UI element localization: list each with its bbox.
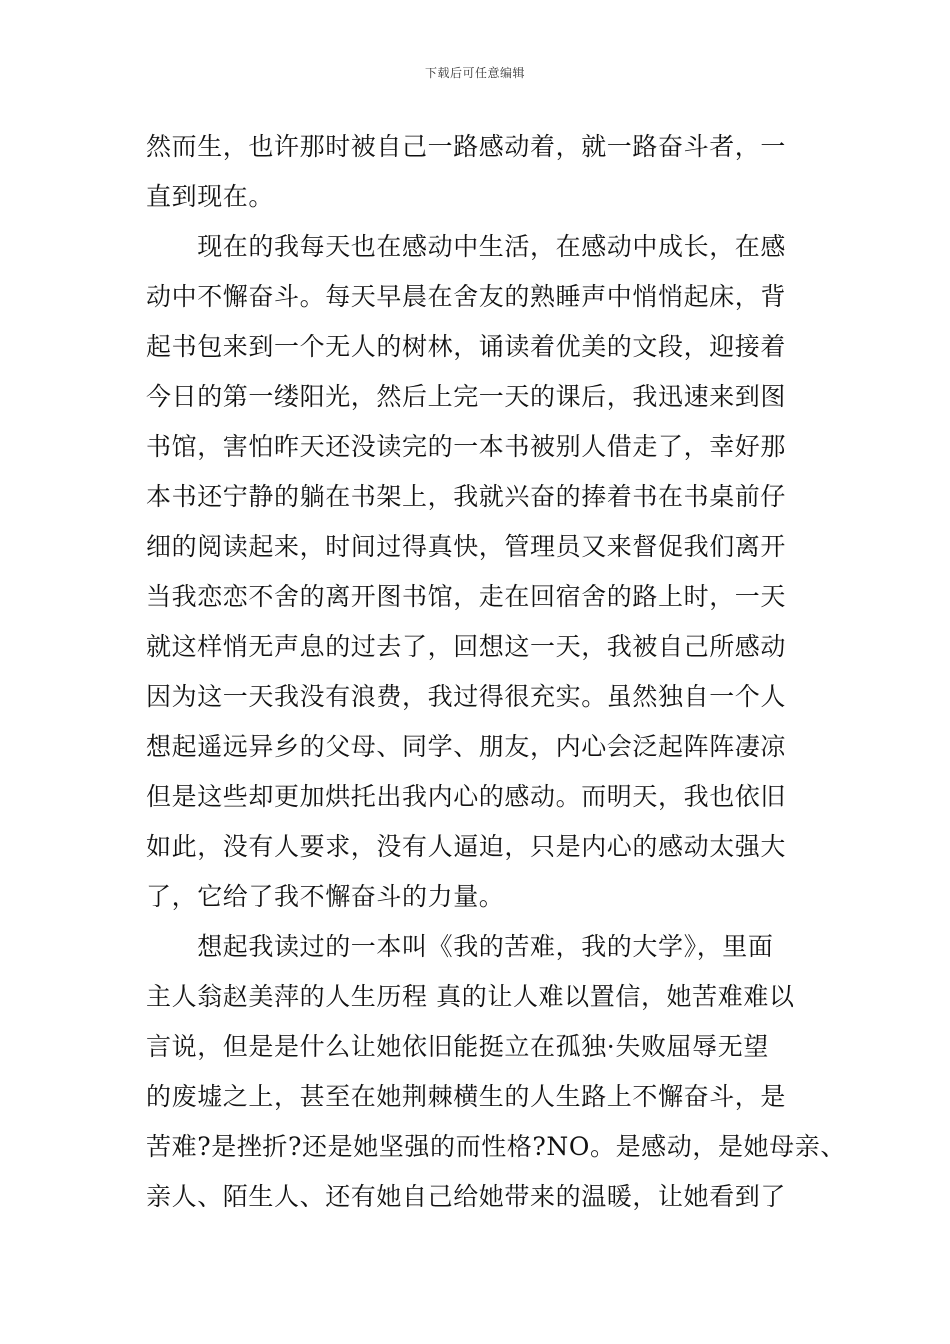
text-line: 当我恋恋不舍的离开图书馆，走在回宿舍的路上时，一天: [146, 582, 787, 611]
text-line: 主人翁赵美萍的人生历程 真的让人难以置信，她苦难难以: [146, 982, 795, 1011]
text-line: 直到现在。: [146, 182, 275, 211]
text-line: 今日的第一缕阳光，然后上完一天的课后，我迅速来到图: [146, 382, 787, 411]
text-line: 然而生，也许那时被自己一路感动着，就一路奋斗者，一: [146, 132, 787, 161]
text-line: 苦难?是挫折?还是她坚强的而性格?NO。是感动，是她母亲、: [146, 1132, 846, 1161]
text-line: 但是这些却更加烘托出我内心的感动。而明天，我也依旧: [146, 782, 787, 811]
page-header: 下载后可任意编辑: [424, 66, 525, 80]
text-line: 言说，但是是什么让她依旧能挺立在孤独·失败屈辱无望: [146, 1032, 769, 1061]
text-line: 起书包来到一个无人的树林，诵读着优美的文段，迎接着: [146, 332, 787, 361]
text-line: 本书还宁静的躺在书架上，我就兴奋的捧着书在书桌前仔: [146, 482, 787, 511]
document-body: [146, 122, 846, 1222]
text-line: 动中不懈奋斗。每天早晨在舍友的熟睡声中悄悄起床，背: [146, 282, 787, 311]
text-line: 就这样悄无声息的过去了，回想这一天，我被自己所感动: [146, 632, 787, 661]
text-line: 现在的我每天也在感动中生活，在感动中成长，在感: [146, 232, 787, 261]
text-line: 亲人、陌生人、还有她自己给她带来的温暖，让她看到了: [146, 1182, 787, 1211]
text-line: 想起我读过的一本叫《我的苦难，我的大学》，里面: [146, 932, 774, 961]
text-line: 书馆，害怕昨天还没读完的一本书被别人借走了，幸好那: [146, 432, 787, 461]
text-line: 想起遥远异乡的父母、同学、朋友，内心会泛起阵阵凄凉: [146, 732, 787, 761]
text-line: 如此，没有人要求，没有人逼迫，只是内心的感动太强大: [146, 832, 787, 861]
text-line: 因为这一天我没有浪费，我过得很充实。虽然独自一个人: [146, 682, 787, 711]
text-line: 了，它给了我不懈奋斗的力量。: [146, 882, 505, 911]
text-line: 的废墟之上，甚至在她荆棘横生的人生路上不懈奋斗，是: [146, 1082, 787, 1111]
text-line: 细的阅读起来，时间过得真快，管理员又来督促我们离开: [146, 532, 787, 561]
